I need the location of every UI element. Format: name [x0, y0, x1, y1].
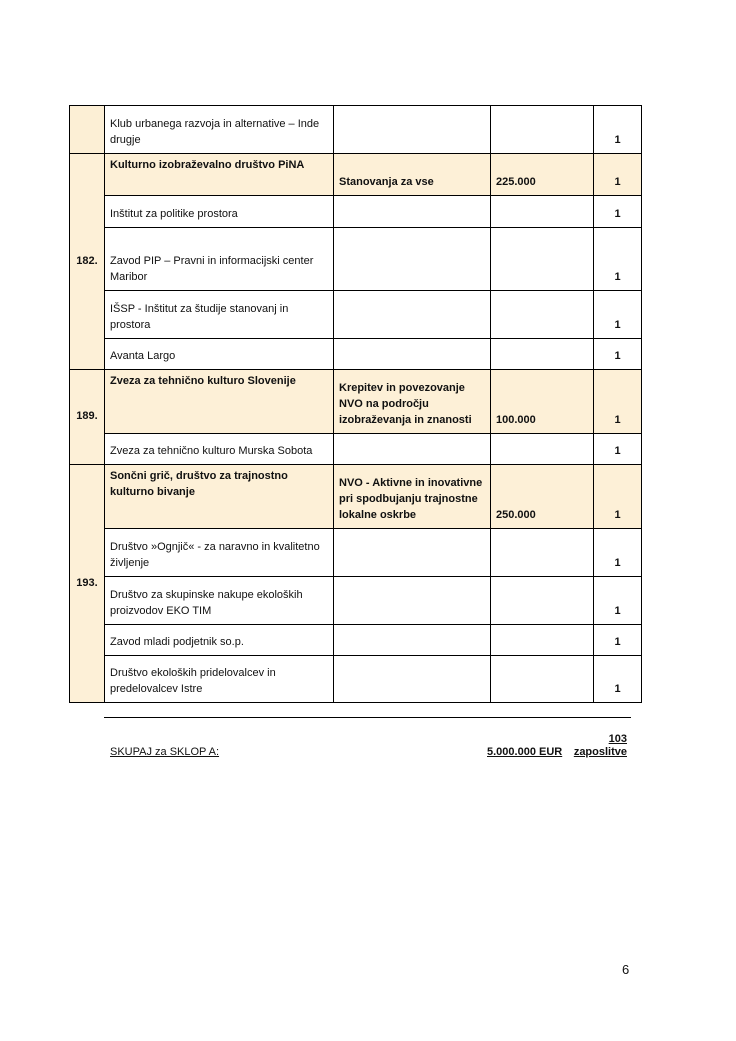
organization-cell: IŠSP - Inštitut za študije stanovanj in prostora — [105, 291, 334, 339]
summary-count — [574, 733, 627, 759]
table-row — [70, 529, 642, 577]
count-cell: 1 — [594, 228, 642, 291]
organization-cell: Avanta Largo — [105, 339, 334, 370]
organization-cell: Društvo ekoloških pridelovalcev in predelovalcev Istre — [105, 656, 334, 703]
organization-cell: Inštitut za politike prostora — [105, 196, 334, 228]
count-cell: 1 — [594, 291, 642, 339]
table-row — [70, 228, 642, 291]
amount-cell — [491, 228, 594, 291]
organization-cell: Klub urbanega razvoja in alternative – Inde drugje — [105, 106, 334, 154]
count-cell: 1 — [594, 529, 642, 577]
table-row — [70, 106, 642, 154]
table-row — [70, 577, 642, 625]
project-cell — [334, 339, 491, 370]
count-cell: 1 — [594, 154, 642, 196]
summary-count-number: 103 — [608, 733, 627, 745]
project-cell — [334, 577, 491, 625]
summary-amount: 5.000.000 EUR — [487, 746, 563, 758]
table-row — [70, 291, 642, 339]
group-number: 189. — [70, 370, 105, 465]
count-cell: 1 — [594, 434, 642, 465]
project-cell — [334, 656, 491, 703]
lead-row — [70, 154, 642, 196]
amount-cell — [491, 656, 594, 703]
amount-cell: 225.000 — [491, 154, 594, 196]
lead-row — [70, 370, 642, 434]
project-cell — [334, 228, 491, 291]
count-cell: 1 — [594, 370, 642, 434]
project-cell — [334, 434, 491, 465]
organization-cell: Zveza za tehnično kulturo Murska Sobota — [105, 434, 334, 465]
project-cell — [334, 106, 491, 154]
table-row — [70, 434, 642, 465]
project-cell: Krepitev in povezovanje NVO na področju izobraževanja in znanosti — [334, 370, 491, 434]
amount-cell — [491, 291, 594, 339]
table-row — [70, 196, 642, 228]
count-cell: 1 — [594, 339, 642, 370]
group-number — [70, 106, 105, 154]
count-cell: 1 — [594, 656, 642, 703]
amount-cell — [491, 625, 594, 656]
organization-cell: Društvo »Ognjič« - za naravno in kvalitetno življenje — [105, 529, 334, 577]
grant-table-body — [70, 106, 642, 703]
count-cell: 1 — [594, 196, 642, 228]
grant-table — [69, 105, 642, 703]
project-cell: NVO - Aktivne in inovativne pri spodbujanju trajnostne lokalne oskrbe — [334, 465, 491, 529]
project-cell — [334, 529, 491, 577]
organization-cell: Zveza za tehnično kulturo Slovenije — [105, 370, 334, 434]
table-row — [70, 656, 642, 703]
group-number: 182. — [70, 154, 105, 370]
organization-cell: Kulturno izobraževalno društvo PiNA — [105, 154, 334, 196]
table-row — [70, 625, 642, 656]
count-cell: 1 — [594, 577, 642, 625]
project-cell — [334, 291, 491, 339]
amount-cell: 100.000 — [491, 370, 594, 434]
group-number: 193. — [70, 465, 105, 703]
organization-cell: Sončni grič, društvo za trajnostno kulturno bivanje — [105, 465, 334, 529]
organization-cell: Društvo za skupinske nakupe ekoloških proizvodov EKO TIM — [105, 577, 334, 625]
count-cell: 1 — [594, 106, 642, 154]
amount-cell: 250.000 — [491, 465, 594, 529]
amount-cell — [491, 529, 594, 577]
count-cell: 1 — [594, 625, 642, 656]
amount-cell — [491, 434, 594, 465]
amount-cell — [491, 106, 594, 154]
amount-cell — [491, 196, 594, 228]
summary-label: SKUPAJ za SKLOP A: — [110, 746, 220, 758]
page-number: 6 — [622, 962, 630, 977]
count-cell: 1 — [594, 465, 642, 529]
organization-cell: Zavod mladi podjetnik so.p. — [105, 625, 334, 656]
amount-cell — [491, 339, 594, 370]
organization-cell: Zavod PIP – Pravni in informacijski center Maribor — [105, 228, 334, 291]
project-cell — [334, 196, 491, 228]
amount-cell — [491, 577, 594, 625]
project-cell — [334, 625, 491, 656]
table-row — [70, 339, 642, 370]
summary-count-word: zaposlitve — [573, 746, 627, 758]
summary-rule — [104, 717, 631, 718]
lead-row — [70, 465, 642, 529]
project-cell: Stanovanja za vse — [334, 154, 491, 196]
